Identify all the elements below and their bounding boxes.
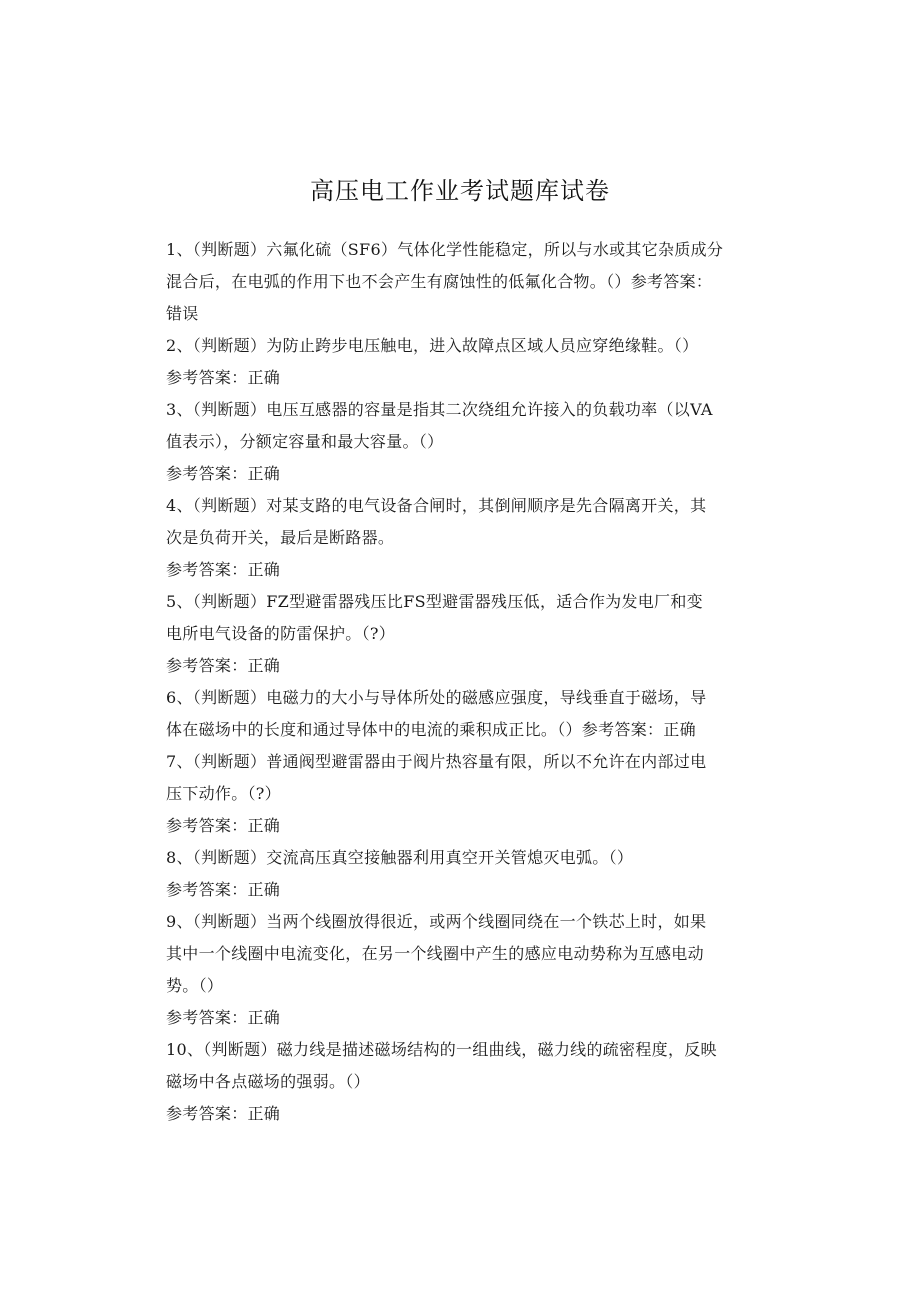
text-line: 参考答案：正确 [166,816,281,835]
text-line: 参考答案：正确 [166,1104,281,1123]
text-line: 6、（判断题）电磁力的大小与导体所处的磁感应强度，导线垂直于磁场，导 [166,688,707,707]
text-line: 10、（判断题）磁力线是描述磁场结构的一组曲线，磁力线的疏密程度，反映 [166,1040,717,1059]
text-line: 势。（） [166,976,224,995]
text-line: 9、（判断题）当两个线圈放得很近，或两个线圈同绕在一个铁芯上时，如果 [166,912,707,931]
text-line: 电所电气设备的防雷保护。（?） [166,624,396,643]
text-line: 错误 [166,304,199,323]
text-line: 5、（判断题）FZ型避雷器残压比FS型避雷器残压低，适合作为发电厂和变 [166,592,703,611]
text-line: 参考答案：正确 [166,880,281,899]
text-line: 次是负荷开关，最后是断路器。 [166,528,395,547]
text-line: 4、（判断题）对某支路的电气设备合闸时，其倒闸顺序是先合隔离开关，其 [166,496,707,515]
page-title: 高压电工作业考试题库试卷 [310,177,610,205]
text-line: 8、（判断题）交流高压真空接触器利用真空开关管熄灭电弧。（） [166,848,634,867]
text-line: 压下动作。（?） [166,784,281,803]
text-line: 值表示），分额定容量和最大容量。（） [166,432,444,451]
text-line: 其中一个线圈中电流变化，在另一个线圈中产生的感应电动势称为互感电动 [166,944,704,963]
text-line: 磁场中各点磁场的强弱。（） [166,1072,370,1091]
question-list [166,234,750,1130]
text-line: 2、（判断题）为防止跨步电压触电，进入故障点区域人员应穿绝缘鞋。（） [166,336,699,355]
text-line: 混合后，在电弧的作用下也不会产生有腐蚀性的低氟化合物。（）参考答案： [166,272,713,291]
text-line: 参考答案：正确 [166,560,281,579]
text-line: 1、（判断题）六氟化硫（SF6）气体化学性能稳定，所以与水或其它杂质成分 [166,240,724,259]
text-line: 参考答案：正确 [166,464,281,483]
text-line: 参考答案：正确 [166,656,281,675]
text-line: 3、（判断题）电压互感器的容量是指其二次绕组允许接入的负载功率（以VA [166,400,713,419]
text-line: 体在磁场中的长度和通过导体中的电流的乘积成正比。（）参考答案：正确 [166,720,696,739]
text-line: 参考答案：正确 [166,368,281,387]
text-line: 7、（判断题）普通阀型避雷器由于阀片热容量有限，所以不允许在内部过电 [166,752,707,771]
text-line: 参考答案：正确 [166,1008,281,1027]
